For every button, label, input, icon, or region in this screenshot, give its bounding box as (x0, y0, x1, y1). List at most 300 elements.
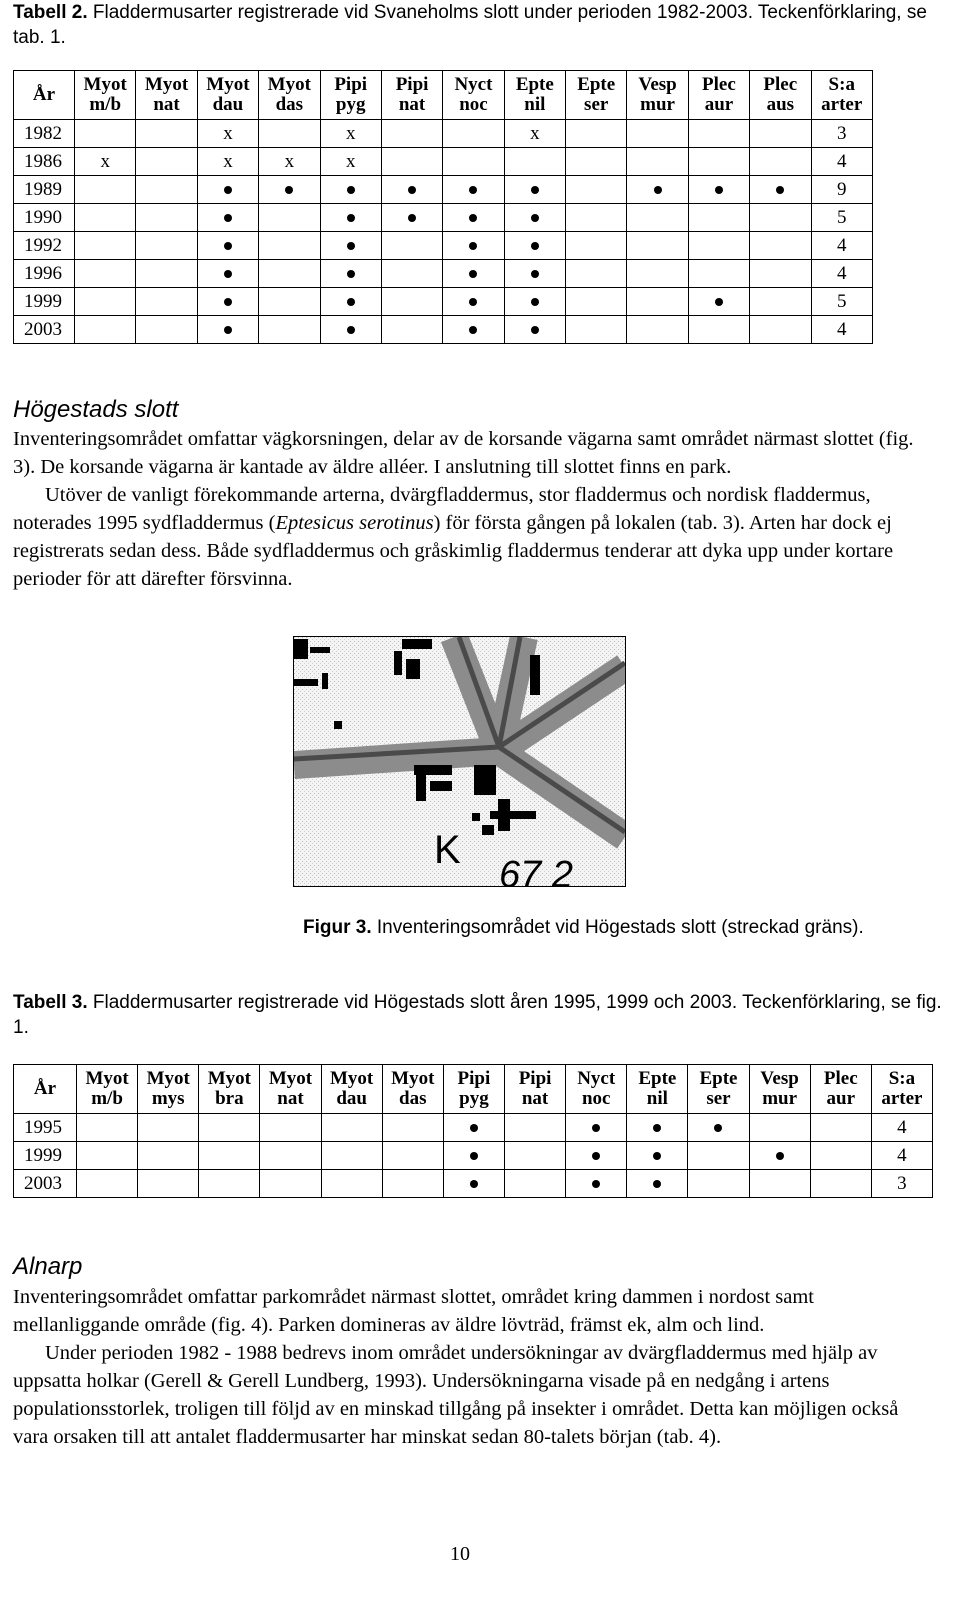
species-latin-name: Eptesicus serotinus (275, 512, 434, 534)
species-record-cell (136, 232, 197, 260)
record-dot (470, 1152, 478, 1160)
table2-col-header-line: m/b (89, 94, 122, 115)
species-record-cell (199, 1170, 260, 1198)
species-record-cell (688, 148, 749, 176)
table2-col-header-line: År (32, 84, 56, 105)
species-record-cell (75, 316, 136, 344)
species-record-cell (75, 288, 136, 316)
species-record-cell (566, 1170, 627, 1198)
species-record-cell (443, 1142, 504, 1170)
table3-col-header-line: År (33, 1078, 57, 1099)
species-record-cell (750, 120, 811, 148)
map-grid-number: 67 2 (499, 854, 573, 886)
species-record-cell (321, 1114, 382, 1142)
record-dot (347, 242, 355, 250)
table2-col-header-line: mur (640, 94, 675, 115)
species-record-cell (504, 148, 565, 176)
record-dot (285, 186, 293, 194)
table3-col-header-line: Vesp (760, 1068, 799, 1089)
table2-col-header (811, 71, 873, 120)
species-record-cell (504, 1142, 565, 1170)
table-row (14, 1170, 933, 1198)
table2-col-header-line: Nyct (454, 74, 493, 95)
table3-col-header (749, 1065, 810, 1114)
table3 (13, 1064, 933, 1198)
section2-paragraph-1: Inventeringsområdet omfattar parkområdet närmast slottet, området kring dammen i nordost samt mellanliggande område (fig. 4). Parken domineras av äldre lövträd, främst ek, alm och lind. (13, 1286, 814, 1336)
species-record-cell (750, 232, 811, 260)
species-record-cell (443, 120, 504, 148)
species-record-cell (566, 1142, 627, 1170)
species-record-cell (504, 176, 565, 204)
table2-col-header (75, 71, 136, 120)
species-record-cell (381, 176, 442, 204)
record-dot (531, 270, 539, 278)
species-record-cell (443, 232, 504, 260)
species-record-cell (688, 1114, 749, 1142)
species-record-cell (381, 260, 442, 288)
species-record-cell (136, 316, 197, 344)
species-record-cell (381, 120, 442, 148)
table-row (14, 176, 873, 204)
species-record-cell (381, 148, 442, 176)
species-total-cell: 5 (811, 288, 873, 316)
table2-col-header-line: Vesp (638, 74, 677, 95)
species-record-cell (810, 1114, 871, 1142)
table3-col-header-line: Epte (638, 1068, 677, 1089)
record-dot (470, 1124, 478, 1132)
species-record-cell (443, 316, 504, 344)
table2-col-header-line: dau (212, 94, 244, 115)
species-record-cell (382, 1142, 443, 1170)
species-record-cell (749, 1142, 810, 1170)
table3-caption (13, 990, 943, 1040)
species-record-cell: x (320, 120, 381, 148)
species-record-cell (320, 232, 381, 260)
table2-col-header (566, 71, 627, 120)
record-dot (469, 214, 477, 222)
record-dot (592, 1124, 600, 1132)
species-record-cell (75, 260, 136, 288)
table-row (14, 204, 873, 232)
species-record-cell (688, 288, 749, 316)
record-dot (531, 214, 539, 222)
year-cell: 1999 (14, 288, 75, 316)
section1-paragraph-1: Inventeringsområdet omfattar vägkorsningen, delar av de korsande vägarna samt området närmast slottet (fig. 3). De korsande vägarna är kantade av äldre alléer. I anslutning till slottet finns en park. (13, 428, 914, 478)
table3-col-header-line: nat (521, 1088, 549, 1109)
species-record-cell (443, 288, 504, 316)
year-cell: 1989 (14, 176, 75, 204)
record-dot (408, 214, 416, 222)
figure3-caption-label: Figur 3. (303, 917, 372, 938)
record-dot (224, 270, 232, 278)
table2-header-row (14, 71, 873, 120)
species-record-cell (321, 1142, 382, 1170)
species-record-cell (627, 1114, 688, 1142)
species-record-cell (566, 260, 627, 288)
table3-col-header-line: bra (215, 1088, 244, 1109)
table3-col-header-line: Pipi (457, 1068, 491, 1089)
year-cell: 2003 (14, 1170, 77, 1198)
species-record-cell (382, 1170, 443, 1198)
table3-col-header (443, 1065, 504, 1114)
year-cell: 1996 (14, 260, 75, 288)
species-record-cell (260, 1142, 321, 1170)
species-record-cell (566, 204, 627, 232)
record-dot (469, 298, 477, 306)
figure3-map (293, 636, 626, 887)
species-record-cell (382, 1114, 443, 1142)
species-record-cell (136, 288, 197, 316)
species-record-cell (136, 176, 197, 204)
species-total-cell: 4 (811, 232, 873, 260)
species-record-cell (750, 176, 811, 204)
table2 (13, 70, 873, 344)
species-total-cell: 4 (871, 1142, 932, 1170)
record-dot (592, 1180, 600, 1188)
table2-col-header-line: ser (584, 94, 609, 115)
species-total-cell: 9 (811, 176, 873, 204)
table2-col-header-line: Myot (144, 74, 189, 95)
species-record-cell (138, 1170, 199, 1198)
table2-col-header (381, 71, 442, 120)
record-dot (347, 298, 355, 306)
table2-caption-label: Tabell 2. (13, 2, 88, 23)
record-dot (776, 1152, 784, 1160)
table3-col-header (14, 1065, 77, 1114)
table-row (14, 148, 873, 176)
species-record-cell (443, 1170, 504, 1198)
table2-col-header-line: Myot (267, 74, 311, 95)
species-record-cell (627, 1142, 688, 1170)
year-cell: 1982 (14, 120, 75, 148)
species-record-cell (136, 260, 197, 288)
table2-col-header-line: Pipi (334, 74, 368, 95)
species-record-cell (320, 288, 381, 316)
table2-col-header-line: nil (524, 94, 546, 115)
species-record-cell (197, 232, 258, 260)
species-record-cell (688, 176, 749, 204)
record-dot (715, 186, 723, 194)
species-record-cell (688, 204, 749, 232)
map-letter-label: K (434, 828, 461, 872)
species-record-cell (688, 120, 749, 148)
table-row (14, 288, 873, 316)
table2-col-header-line: das (275, 94, 304, 115)
table-row (14, 1142, 933, 1170)
table3-col-header-line: Myot (207, 1068, 251, 1089)
year-cell: 1992 (14, 232, 75, 260)
table3-col-header (810, 1065, 871, 1114)
table2-col-header (197, 71, 258, 120)
species-total-cell: 3 (871, 1170, 932, 1198)
record-dot (469, 186, 477, 194)
species-record-cell (197, 176, 258, 204)
species-record-cell (750, 260, 811, 288)
table2-col-header-line: S:a (828, 74, 855, 95)
species-total-cell: 4 (811, 148, 873, 176)
species-record-cell (259, 176, 320, 204)
table2-col-header (14, 71, 75, 120)
year-cell: 2003 (14, 316, 75, 344)
table-row (14, 232, 873, 260)
species-record-cell (381, 316, 442, 344)
record-dot (715, 298, 723, 306)
table2-col-header-line: aur (704, 94, 734, 115)
species-record-cell: x (197, 120, 258, 148)
species-record-cell (627, 1170, 688, 1198)
species-record-cell (381, 232, 442, 260)
record-dot (224, 242, 232, 250)
species-record-cell (750, 316, 811, 344)
table3-col-header-line: pyg (459, 1088, 489, 1109)
table3-col-header (321, 1065, 382, 1114)
species-record-cell (136, 120, 197, 148)
species-total-cell: 5 (811, 204, 873, 232)
table2-col-header (504, 71, 565, 120)
table2-col-header-line: Plec (763, 74, 798, 95)
table3-col-header-line: Nyct (577, 1068, 616, 1089)
section-heading-hogestads: Högestads slott (13, 396, 179, 423)
table3-col-header-line: aur (826, 1088, 855, 1109)
species-record-cell (321, 1170, 382, 1198)
record-dot (347, 326, 355, 334)
table2-col-header-line: Pipi (395, 74, 429, 95)
species-record-cell (443, 148, 504, 176)
table2-col-header-line: nat (398, 94, 426, 115)
record-dot (653, 1152, 661, 1160)
table3-col-header-line: das (399, 1088, 427, 1109)
section1-paragraph-2: Utöver de vanligt förekommande arterna, dvärgfladdermus, stor fladdermus och nordisk fladdermus, noterades 1995 sydfladdermus (Eptesicus serotinus) för första gången på lokalen (tab. 3). Arten har dock ej registrerats sedan dess. Både sydfladdermus och gråskimlig fladdermus tenderar att dyka upp under kortare perioder för att därefter försvinna. (13, 484, 894, 590)
species-record-cell (259, 316, 320, 344)
record-dot (531, 326, 539, 334)
species-record-cell (75, 176, 136, 204)
species-record-cell (381, 288, 442, 316)
table3-col-header-line: Myot (146, 1068, 190, 1089)
record-dot (408, 186, 416, 194)
species-record-cell (566, 232, 627, 260)
species-record-cell (136, 148, 197, 176)
species-total-cell: 4 (811, 316, 873, 344)
table2-caption-text: Fladdermusarter registrerade vid Svaneholms slott under perioden 1982-2003. Teckenförklaring, se tab. 1. (13, 2, 927, 48)
species-record-cell: x (75, 148, 136, 176)
species-record-cell (77, 1114, 138, 1142)
record-dot (347, 270, 355, 278)
table3-col-header (871, 1065, 932, 1114)
table2-col-header-line: Myot (206, 74, 250, 95)
table2-col-header-line: Epte (577, 74, 616, 95)
table3-col-header-line: nat (277, 1088, 304, 1109)
table3-col-header (504, 1065, 565, 1114)
table2-col-header-line: noc (459, 94, 488, 115)
species-record-cell (504, 316, 565, 344)
species-record-cell (504, 204, 565, 232)
section2-body (13, 1283, 933, 1451)
species-record-cell (627, 120, 688, 148)
table2-col-header-line: arter (821, 94, 863, 115)
table3-col-header-line: Pipi (518, 1068, 552, 1089)
species-record-cell (320, 176, 381, 204)
table3-col-header-line: Myot (85, 1068, 129, 1089)
species-record-cell (75, 204, 136, 232)
record-dot (654, 186, 662, 194)
species-record-cell (566, 176, 627, 204)
species-record-cell (320, 260, 381, 288)
record-dot (224, 214, 232, 222)
species-record-cell (197, 204, 258, 232)
species-record-cell: x (197, 148, 258, 176)
species-record-cell (443, 260, 504, 288)
species-record-cell (750, 148, 811, 176)
species-record-cell (138, 1114, 199, 1142)
table2-col-header (320, 71, 381, 120)
record-dot (224, 298, 232, 306)
table3-caption-text: Fladdermusarter registrerade vid Högestads slott åren 1995, 1999 och 2003. Teckenförklaring, se fig. 1. (13, 992, 942, 1038)
table2-col-header-line: Epte (515, 74, 554, 95)
table2-col-header (443, 71, 504, 120)
species-record-cell (197, 288, 258, 316)
species-record-cell (750, 204, 811, 232)
table3-col-header-line: Plec (823, 1068, 858, 1089)
table3-col-header (77, 1065, 138, 1114)
section2-paragraph-2: Under perioden 1982 - 1988 bedrevs inom området undersökningar av dvärgfladdermus med hjälp av uppsatta holkar (Gerell & Gerell Lundberg, 1993). Undersökningarna visade på en nedgång i artens populationsstorlek, troligen till följd av en minskad tillgång på insekter i området. Detta kan möjligen också vara orsaken till att antalet fladdermusarter har minskat sedan 80-talets början (tab. 4). (13, 1342, 899, 1448)
species-record-cell (443, 204, 504, 232)
species-record-cell: x (504, 120, 565, 148)
species-record-cell (136, 204, 197, 232)
table2-col-header (136, 71, 197, 120)
record-dot (653, 1124, 661, 1132)
table3-col-header (260, 1065, 321, 1114)
table-row (14, 1114, 933, 1142)
species-record-cell (627, 288, 688, 316)
record-dot (224, 186, 232, 194)
table2-col-header (627, 71, 688, 120)
record-dot (653, 1180, 661, 1188)
table3-col-header-line: dau (336, 1088, 367, 1109)
species-total-cell: 4 (811, 260, 873, 288)
species-record-cell (77, 1142, 138, 1170)
table3-col-header (199, 1065, 260, 1114)
record-dot (469, 326, 477, 334)
map-image (294, 637, 625, 886)
species-record-cell (75, 120, 136, 148)
year-cell: 1999 (14, 1142, 77, 1170)
species-record-cell (688, 260, 749, 288)
table2-col-header-line: nat (153, 94, 180, 115)
species-record-cell (504, 1170, 565, 1198)
table3-col-header (566, 1065, 627, 1114)
table3-col-header-line: Myot (330, 1068, 374, 1089)
year-cell: 1986 (14, 148, 75, 176)
species-record-cell (259, 288, 320, 316)
species-record-cell (749, 1114, 810, 1142)
record-dot (347, 186, 355, 194)
table3-col-header-line: ser (706, 1088, 731, 1109)
table3-header-row (14, 1065, 933, 1114)
species-record-cell (688, 1170, 749, 1198)
record-dot (470, 1180, 478, 1188)
table3-col-header (382, 1065, 443, 1114)
species-record-cell (566, 120, 627, 148)
table2-col-header-line: Myot (83, 74, 127, 95)
species-record-cell (504, 288, 565, 316)
species-record-cell (504, 232, 565, 260)
species-record-cell (381, 204, 442, 232)
table3-col-header-line: mur (762, 1088, 798, 1109)
species-record-cell (566, 1114, 627, 1142)
species-record-cell (138, 1142, 199, 1170)
table3-col-header (688, 1065, 749, 1114)
species-record-cell (688, 1142, 749, 1170)
figure3-caption (303, 915, 903, 940)
species-record-cell (749, 1170, 810, 1198)
table2-col-header (750, 71, 811, 120)
species-record-cell (197, 260, 258, 288)
record-dot (469, 242, 477, 250)
table3-col-header-line: arter (881, 1088, 923, 1109)
section-heading-alnarp: Alnarp (13, 1253, 83, 1280)
species-record-cell (77, 1170, 138, 1198)
species-record-cell (566, 316, 627, 344)
species-record-cell (810, 1142, 871, 1170)
species-record-cell (566, 148, 627, 176)
species-record-cell (627, 316, 688, 344)
species-record-cell (627, 260, 688, 288)
section1-body (13, 425, 933, 593)
species-record-cell (750, 288, 811, 316)
species-record-cell: x (320, 148, 381, 176)
table2-col-header (688, 71, 749, 120)
species-record-cell (259, 260, 320, 288)
species-record-cell (627, 232, 688, 260)
species-record-cell (627, 148, 688, 176)
species-record-cell: x (259, 148, 320, 176)
table3-col-header-line: Myot (268, 1068, 313, 1089)
year-cell: 1990 (14, 204, 75, 232)
species-record-cell (688, 232, 749, 260)
species-record-cell (443, 1114, 504, 1142)
record-dot (469, 270, 477, 278)
table-row (14, 260, 873, 288)
table2-col-header-line: Plec (702, 74, 736, 95)
record-dot (531, 186, 539, 194)
species-record-cell (443, 176, 504, 204)
table2-col-header-line: aus (766, 94, 795, 115)
species-record-cell (260, 1170, 321, 1198)
table2-caption (13, 0, 943, 50)
species-record-cell (259, 204, 320, 232)
species-total-cell: 4 (871, 1114, 932, 1142)
species-record-cell (259, 232, 320, 260)
species-record-cell (199, 1142, 260, 1170)
species-record-cell (566, 288, 627, 316)
record-dot (714, 1124, 722, 1132)
page-number: 10 (450, 1543, 470, 1565)
species-total-cell: 3 (811, 120, 873, 148)
table3-col-header (627, 1065, 688, 1114)
table3-col-header-line: Myot (391, 1068, 435, 1089)
figure3-caption-text: Inventeringsområdet vid Högestads slott (streckad gräns). (371, 917, 864, 938)
species-record-cell (627, 204, 688, 232)
table3-col-header-line: m/b (91, 1088, 123, 1109)
record-dot (347, 214, 355, 222)
record-dot (531, 242, 539, 250)
table3-col-header-line: nil (646, 1088, 668, 1109)
table-row (14, 316, 873, 344)
table3-col-header-line: noc (581, 1088, 611, 1109)
species-record-cell (320, 316, 381, 344)
species-record-cell (627, 176, 688, 204)
species-record-cell (504, 260, 565, 288)
